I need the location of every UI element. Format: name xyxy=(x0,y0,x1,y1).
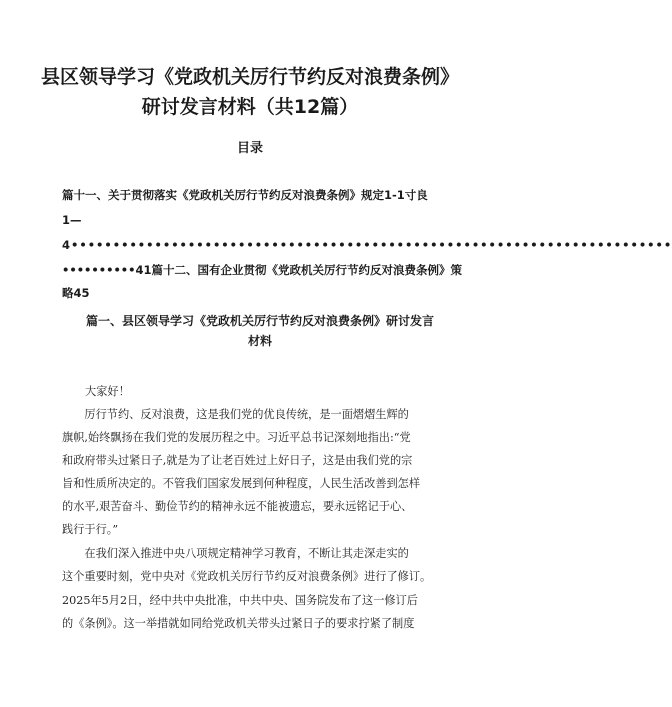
document-title-line-1: 县区领导学习《党政机关厉行节约反对浪费条例》 xyxy=(40,66,459,88)
toc-line: 略45 xyxy=(62,286,90,300)
toc-leader-dots: 4•••••••••••••••••••••••••••••••••••••••••••••••••••••••••••••••••••••••• xyxy=(62,238,672,252)
toc-heading: 目录 xyxy=(236,141,263,156)
body-line: 旗帜,始终飘扬在我们党的发展历程之中。习近平总书记深刻地指出:“党 xyxy=(62,431,411,444)
toc-line: 篇十一、关于贯彻落实《党政机关厉行节约反对浪费条例》规定1-1寸良 xyxy=(62,188,428,202)
greeting: 大家好！ xyxy=(85,385,130,398)
body-line: 这个重要时刻，党中央对《党政机关厉行节约反对浪费条例》进行了修订。 xyxy=(62,570,432,583)
body-line: 践行于行。” xyxy=(62,523,119,536)
body-line: 在我们深入推进中央八项规定精神学习教育，不断让其走深走实的 xyxy=(62,547,409,560)
document-title-line-2: 研讨发言材料（共12篇） xyxy=(141,96,359,118)
body-line: 的水平,艰苦奋斗、勤俭节约的精神永远不能被遗忘，要永远铭记于心、 xyxy=(62,500,413,513)
body-line: 2025年5月2日，经中共中央批准，中共中央、国务院发布了这一修订后 xyxy=(62,594,418,607)
toc-line: ••••••••••41篇十二、国有企业贯彻《党政机关厉行节约反对浪费条例》策 xyxy=(62,263,463,277)
body-line: 厉行节约、反对浪费，这是我们党的优良传统，是一面熠熠生辉的 xyxy=(62,408,409,421)
body-line: 旨和性质所决定的。不管我们国家发展到何种程度，人民生活改善到怎样 xyxy=(62,477,421,490)
toc-line: 1— xyxy=(62,213,82,227)
section-title-line-1: 篇一、县区领导学习《党政机关厉行节约反对浪费条例》研讨发言 xyxy=(85,314,434,328)
section-title-line-2: 材料 xyxy=(247,334,272,348)
body-line: 和政府带头过紧日子,就是为了让老百姓过上好日子，这是由我们党的宗 xyxy=(62,454,413,467)
body-line: 的《条例》。这一举措就如同给党政机关带头过紧日子的要求拧紧了制度 xyxy=(62,617,415,630)
